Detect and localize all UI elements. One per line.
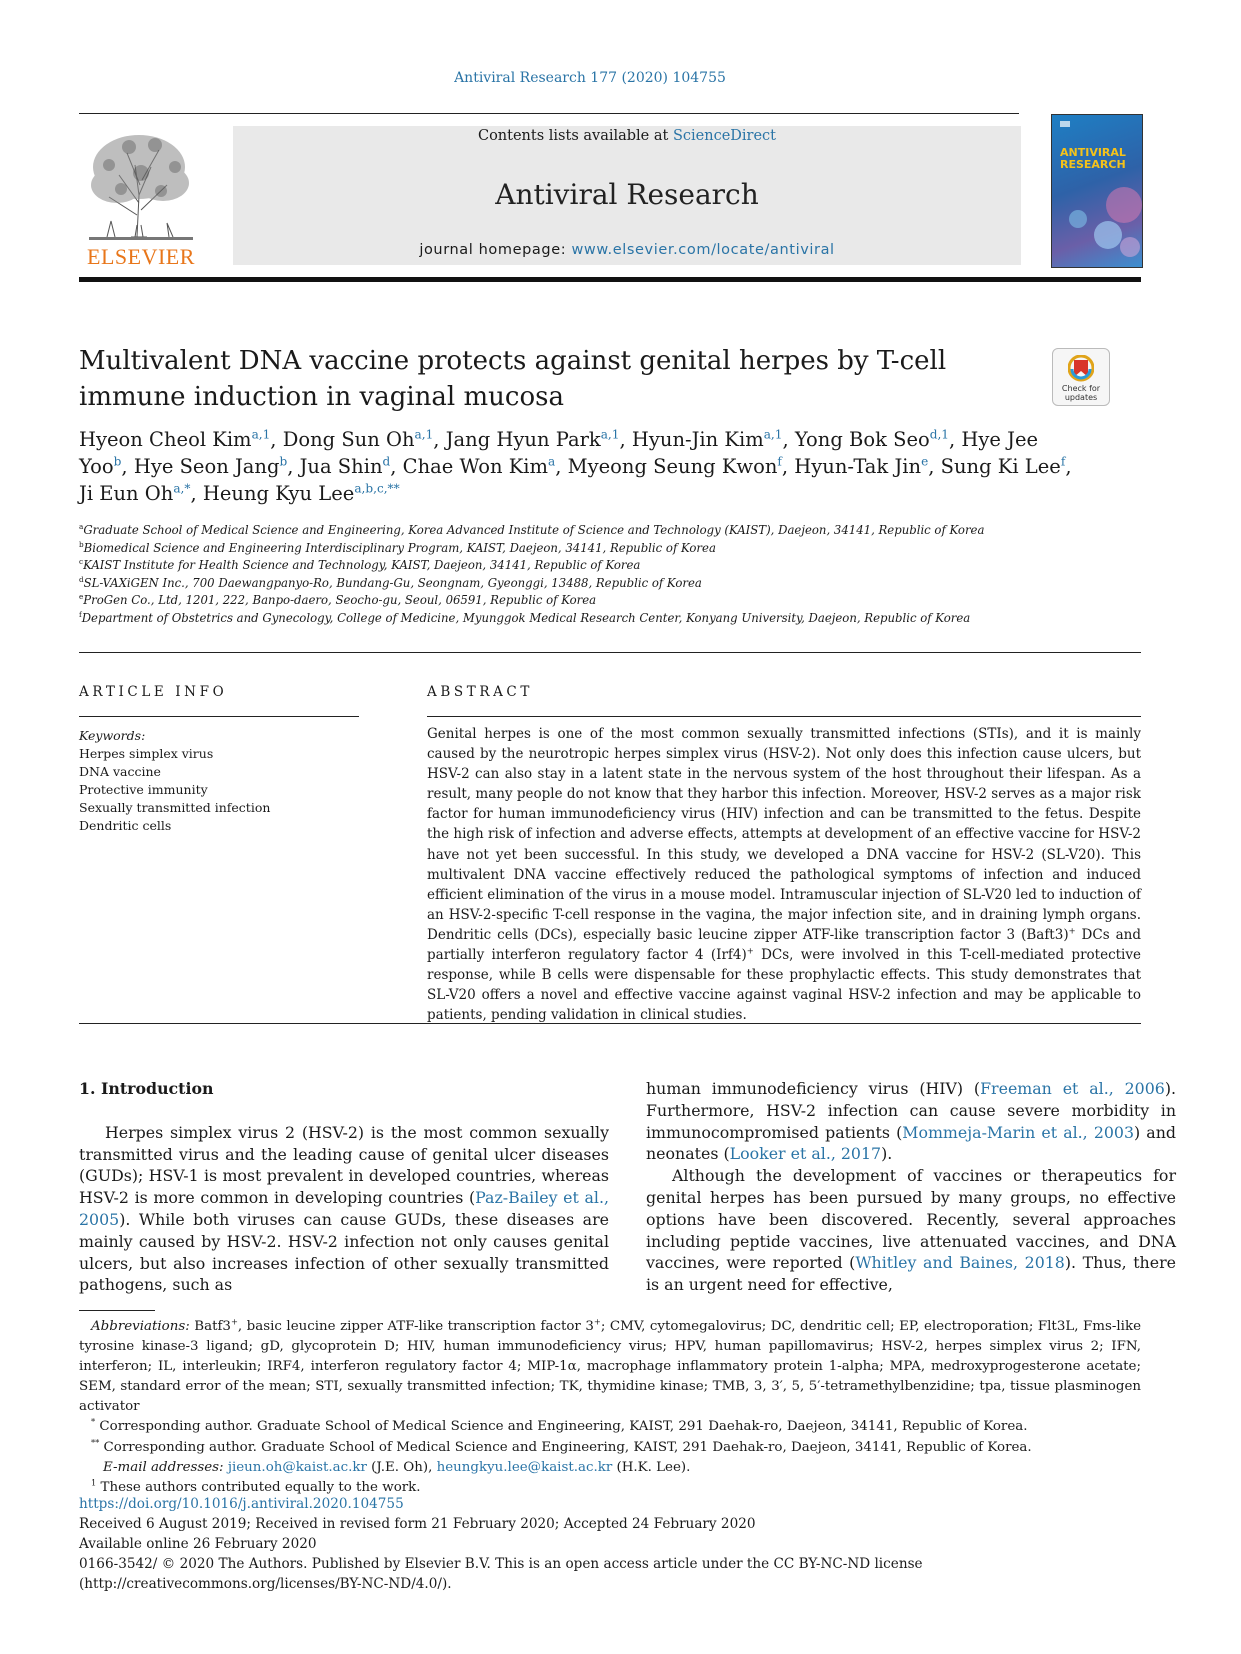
author-separator: , bbox=[390, 455, 403, 478]
author-name[interactable]: Hye Seon Jang bbox=[133, 455, 280, 478]
author-affiliation-marker[interactable]: a,1 bbox=[600, 427, 620, 442]
keyword-item: DNA vaccine bbox=[79, 764, 161, 779]
author-affiliation-marker[interactable]: e bbox=[921, 454, 929, 469]
abstract-text: Genital herpes is one of the most common sexually transmitted infections (STIs), and it is mainly caused by the neurotropic herpes simplex virus (HSV-2). Not only does this infection cause ulcers, but HSV-2 can also stay in a latent state in the nervous system of the host throughout their lifespan. As a result, many people do not know that they harbor this infection. Moreover, HSV-2 serves as a major risk factor for human immunodeficiency virus (HIV) infection and can be transmitted to the fetus. Despite the high risk of infection and adverse effects, attempts at development of an effective vaccine for HSV-2 have not yet been successful. In this study, we developed a DNA vaccine for HSV-2 (SL-V20). This multivalent DNA vaccine effectively reduced the pathological symptoms of infection and induced efficient elimination of the virus in a mouse model. Intramuscular injection of SL-V20 led to induction of an HSV-2-specific T-cell response in the vagina, the major infection site, and in draining lymph organs. Dendritic cells (DCs), especially basic leucine zipper ATF-like transcription factor 3 (Baft3)+ DCs and partially interferon regulatory factor 4 (Irf4)+ DCs, were involved in this T-cell-mediated protective response, while B cells were dispensable for these prophylactic effects. This study demonstrates that SL-V20 offers a novel and effective vaccine against vaginal HSV-2 infection and may be applicable to patients, pending validation in clinical studies. bbox=[427, 726, 1141, 1024]
bibliographic-info bbox=[79, 1494, 1141, 1594]
author-separator: , bbox=[619, 428, 632, 451]
citation-link[interactable]: Freeman et al., 2006 bbox=[980, 1079, 1165, 1098]
header-rule bbox=[79, 113, 1019, 114]
keyword-item: Dendritic cells bbox=[79, 818, 172, 833]
author-separator: , bbox=[287, 455, 300, 478]
author-affiliation-marker[interactable]: a bbox=[548, 454, 556, 469]
license-line-2: (http://creativecommons.org/licenses/BY-NC-ND/4.0/). bbox=[79, 1576, 452, 1593]
author-affiliation-marker[interactable]: a,1 bbox=[251, 427, 271, 442]
header-thick-rule bbox=[79, 277, 1141, 282]
email-link-lee[interactable]: heungkyu.lee@kaist.ac.kr bbox=[436, 1459, 613, 1475]
author-separator: , bbox=[555, 455, 568, 478]
affiliation-key: a bbox=[79, 522, 84, 532]
author-separator: , bbox=[928, 455, 941, 478]
author-name[interactable]: Hye Jee Yoo bbox=[79, 428, 1039, 478]
author-affiliation-marker[interactable]: a,1 bbox=[763, 427, 783, 442]
journal-banner bbox=[233, 126, 1021, 265]
author-separator: , bbox=[270, 428, 283, 451]
affiliation-text: Graduate School of Medical Science and Engineering, Korea Advanced Institute of Science and Technology (KAIST), Daejeon, 34141, Republic of Korea bbox=[83, 523, 985, 537]
article-info-rule bbox=[79, 716, 359, 717]
keyword-item: Protective immunity bbox=[79, 782, 208, 797]
footnotes bbox=[79, 1317, 1141, 1498]
sciencedirect-link[interactable]: ScienceDirect bbox=[672, 128, 777, 144]
affiliation-text: ProGen Co., Ltd, 1201, 222, Banpo-daero, Seocho-gu, Seoul, 06591, Republic of Korea bbox=[83, 593, 597, 607]
cover-art-icon bbox=[1052, 115, 1142, 267]
affiliation-text: Biomedical Science and Engineering Interdisciplinary Program, KAIST, Daejeon, 34141, Republic of Korea bbox=[83, 540, 716, 555]
author-affiliation-marker[interactable]: f bbox=[1060, 454, 1066, 469]
homepage-link[interactable]: www.elsevier.com/locate/antiviral bbox=[571, 242, 835, 258]
author-name[interactable]: Jang Hyun Park bbox=[445, 428, 601, 451]
section-heading-introduction: 1. Introduction bbox=[79, 1079, 214, 1098]
abstract-end-rule bbox=[79, 1023, 1141, 1024]
affiliation-key: d bbox=[79, 574, 84, 584]
elsevier-tree-icon bbox=[79, 125, 203, 267]
author-name[interactable]: Ji Eun Oh bbox=[79, 482, 174, 505]
intro-paragraph-1: Herpes simplex virus 2 (HSV-2) is the most common sexually transmitted virus and the leading cause of genital ulcer diseases (GUDs); HSV-1 is most prevalent in developed countries, whereas HSV-2 is more common in developing countries (Paz-Bailey et al., 2005). While both viruses can cause GUDs, these diseases are mainly caused by HSV-2. HSV-2 infection not only causes genital ulcers, but also increases infection of other sexually transmitted pathogens, such as bbox=[79, 1122, 610, 1295]
author-name[interactable]: Chae Won Kim bbox=[402, 455, 549, 478]
affiliation-key: f bbox=[79, 609, 82, 619]
body-right-column bbox=[646, 1078, 1176, 1296]
author-name[interactable]: Heung Kyu Lee bbox=[202, 482, 355, 505]
check-for-updates-label: Check for updates bbox=[1061, 384, 1101, 402]
body-left-column bbox=[79, 1078, 609, 1296]
journal-cover[interactable] bbox=[1051, 114, 1143, 268]
affiliation-text: KAIST Institute for Health Science and Technology, KAIST, Daejeon, 34141, Republic of Korea bbox=[83, 558, 641, 572]
affiliation-key: b bbox=[79, 539, 84, 549]
check-for-updates-button[interactable] bbox=[1052, 348, 1110, 406]
author-separator: , bbox=[190, 482, 203, 505]
affiliation-e bbox=[79, 593, 1141, 607]
author-affiliation-marker[interactable]: a,1 bbox=[414, 427, 434, 442]
journal-title: Antiviral Research bbox=[495, 178, 759, 211]
affiliation-rule bbox=[79, 652, 1141, 653]
keyword-item: Herpes simplex virus bbox=[79, 746, 214, 761]
author-affiliation-marker[interactable]: f bbox=[777, 454, 782, 469]
author-separator: , bbox=[1065, 455, 1072, 478]
affiliation-text: SL-VAXiGEN Inc., 700 Daewangpanyo-Ro, Bundang-Gu, Seongnam, Gyeonggi, 13488, Republic of Korea bbox=[83, 575, 702, 590]
affiliation-a bbox=[79, 523, 1141, 537]
contents-line: Contents lists available at ScienceDirect bbox=[477, 128, 777, 144]
keywords-block bbox=[79, 727, 359, 835]
affiliation-key: e bbox=[79, 592, 84, 602]
footnote-rule bbox=[79, 1310, 155, 1311]
author-name[interactable]: Myeong Seung Kwon bbox=[567, 455, 778, 478]
affiliation-c bbox=[79, 558, 1141, 572]
affiliation-f bbox=[79, 611, 1141, 625]
corresponding-author-1: * Corresponding author. Graduate School of Medical Science and Engineering, KAIST, 291 Daehak-ro, Daejeon, 34141, Republic of Korea. bbox=[91, 1417, 1028, 1435]
journal-reference[interactable]: Antiviral Research 177 (2020) 104755 bbox=[454, 70, 726, 86]
abstract-heading: ABSTRACT bbox=[427, 684, 533, 700]
author-name[interactable]: Hyun-Tak Jin bbox=[794, 455, 922, 478]
affiliation-key: c bbox=[79, 557, 84, 567]
article-info-heading: ARTICLE INFO bbox=[79, 684, 228, 700]
citation-link[interactable]: Whitley and Baines, 2018 bbox=[855, 1253, 1065, 1273]
citation-link[interactable]: Mommeja-Marin et al., 2003 bbox=[902, 1122, 1135, 1142]
abstract-rule bbox=[427, 716, 1141, 717]
elsevier-logo bbox=[79, 125, 203, 267]
intro-paragraph-2: Although the development of vaccines or therapeutics for genital herpes has been pursued by many groups, no effective options have been discovered. Recently, several approaches including peptide vaccines, live attenuated vaccines, and DNA vaccines, were reported (Whitley and Baines, 2018). Thus, there is an urgent need for effective, bbox=[646, 1166, 1176, 1295]
author-affiliation-marker[interactable]: b bbox=[279, 454, 288, 469]
cover-title: ANTIVIRAL RESEARCH bbox=[1060, 146, 1126, 171]
author-name[interactable]: Hyun-Jin Kim bbox=[631, 428, 764, 451]
author-separator: , bbox=[782, 428, 795, 451]
author-name[interactable]: Hyeon Cheol Kim bbox=[79, 428, 252, 451]
abbreviations-footnote: Abbreviations: Batf3+, basic leucine zipper ATF-like transcription factor 3+; CMV, cytomegalovirus; DC, dendritic cell; EP, electroporation; Flt3L, Fms-like tyrosine kinase-3 ligand; gD, glycoprotein D; HIV, human immunodeficiency virus; HPV, human papillomavirus; HSV-2, herpes simplex virus 2; IFN, interferon; IL, interleukin; IRF4, interferon regulatory factor 4; MIP-1α, macrophage inflammatory protein 1-alpha; MPA, medroxyprogesterone acetate; SEM, standard error of the mean; STI, sexually transmitted infection; TK, thymidine kinase; TMB, 3, 3′, 5, 5′-tetramethylbenzidine; tpa, tissue plasminogen activator bbox=[79, 1316, 1142, 1415]
author-separator: , bbox=[121, 455, 134, 478]
received-dates: Received 6 August 2019; Received in revised form 21 February 2020; Accepted 24 February 2020 bbox=[79, 1516, 756, 1533]
affiliation-d bbox=[79, 576, 1141, 590]
email-addresses: E-mail addresses: jieun.oh@kaist.ac.kr (J.E. Oh), heungkyu.lee@kaist.ac.kr (H.K. Lee). bbox=[103, 1459, 691, 1475]
author-affiliation-marker[interactable]: b bbox=[113, 454, 122, 469]
available-online: Available online 26 February 2020 bbox=[79, 1536, 317, 1553]
author-name[interactable]: Sung Ki Lee bbox=[940, 455, 1061, 478]
license-line-1: 0166-3542/ © 2020 The Authors. Published by Elsevier B.V. This is an open access article under the CC BY-NC-ND license bbox=[79, 1556, 923, 1573]
author-affiliation-marker[interactable]: d,1 bbox=[929, 427, 949, 442]
doi-link[interactable]: https://doi.org/10.1016/j.antiviral.2020.104755 bbox=[79, 1496, 404, 1512]
citation-link[interactable]: Looker et al., 2017 bbox=[729, 1144, 882, 1164]
author-name[interactable]: Jua Shin bbox=[299, 455, 383, 478]
affiliation-b bbox=[79, 541, 1141, 555]
email-link-oh[interactable]: jieun.oh@kaist.ac.kr bbox=[227, 1459, 367, 1475]
author-separator: , bbox=[949, 428, 962, 451]
author-affiliation-marker[interactable]: a,* bbox=[173, 481, 191, 496]
equal-contribution-note: $^1$ These authors contributed equally to the work. bbox=[91, 1477, 421, 1495]
article-title: Multivalent DNA vaccine protects against genital herpes by T-cell immune induction in vaginal mucosa bbox=[79, 346, 947, 412]
author-affiliation-marker[interactable]: d bbox=[382, 454, 391, 469]
bookmark-icon bbox=[1068, 355, 1094, 383]
affiliation-text: Department of Obstetrics and Gynecology, College of Medicine, Myunggok Medical Research Center, Konyang University, Daejeon, Republic of Korea bbox=[81, 610, 971, 625]
keywords-label: Keywords: bbox=[79, 728, 146, 743]
author-separator: , bbox=[433, 428, 446, 451]
publisher-name: ELSEVIER bbox=[87, 244, 195, 267]
intro-paragraph-1-cont: human immunodeficiency virus (HIV) (Freeman et al., 2006). Furthermore, HSV-2 infection can cause severe morbidity in immunocompromised patients (Mommeja-Marin et al., 2003) and neonates (Looker et al., 2017). bbox=[646, 1079, 1176, 1164]
author-affiliation-marker[interactable]: a,b,c,** bbox=[354, 481, 400, 496]
journal-homepage: journal homepage: www.elsevier.com/locate/antiviral bbox=[419, 242, 835, 258]
author-separator: , bbox=[781, 455, 795, 478]
keyword-item: Sexually transmitted infection bbox=[79, 800, 271, 815]
author-name[interactable]: Dong Sun Oh bbox=[282, 428, 415, 451]
author-name[interactable]: Yong Bok Seo bbox=[794, 428, 930, 451]
author-list bbox=[79, 426, 1079, 507]
corresponding-author-2: ** Corresponding author. Graduate School of Medical Science and Engineering, KAIST, 291 Daehak-ro, Daejeon, 34141, Republic of Korea. bbox=[91, 1437, 1032, 1455]
citation-link[interactable]: Paz-Bailey et al., 2005 bbox=[79, 1188, 610, 1229]
